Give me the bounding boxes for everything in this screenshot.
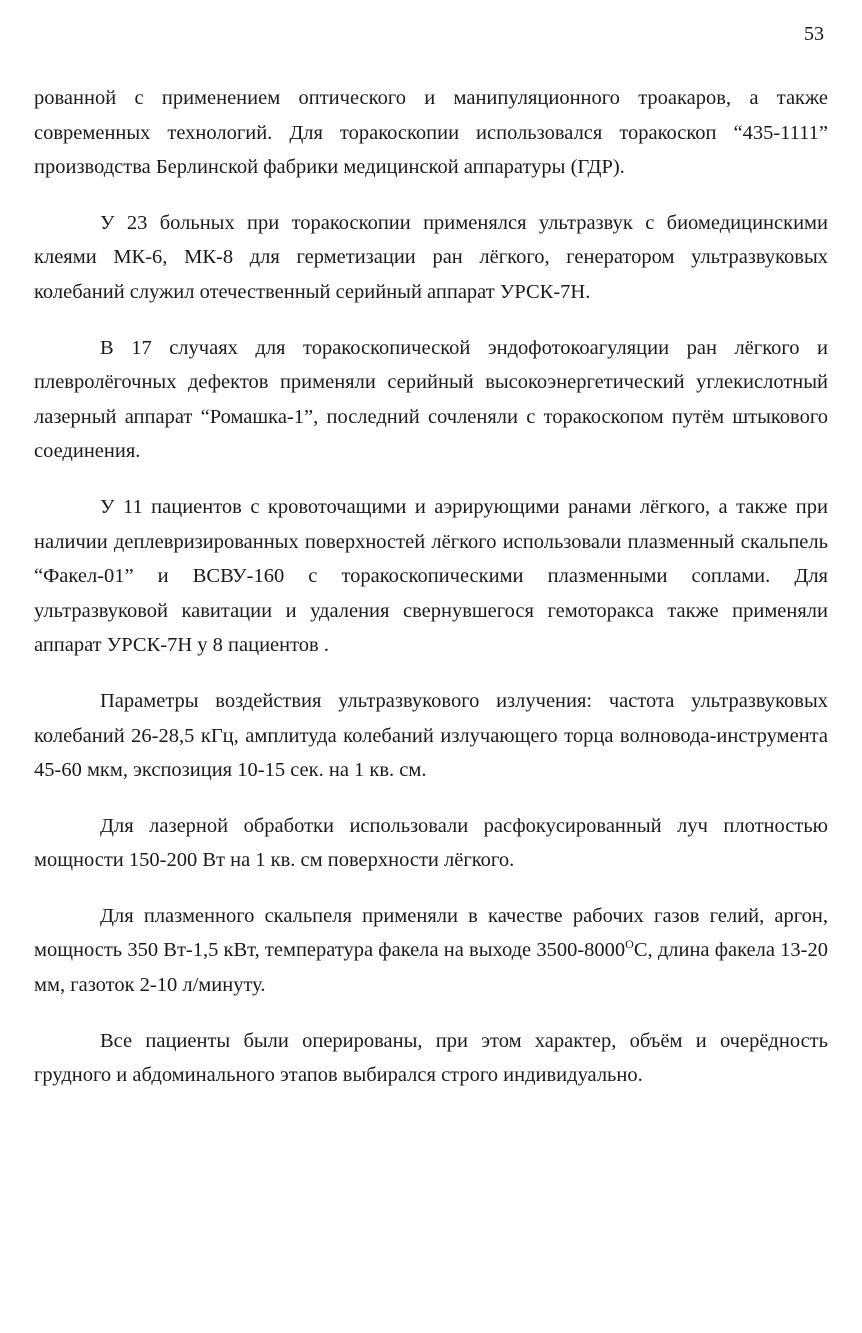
paragraph-8: Все пациенты были оперированы, при этом характер, объём и очерёдность грудного и абдоминального этапов выбирался строго индивидуально. <box>34 1029 828 1087</box>
paragraph-1: рованной с применением оптического и манипуляционного троакаров, а также современных технологий. Для торакоскопии использовался торакоскоп “435-1111” производства Берлинской фабрики медицинской аппаратуры (ГДР). <box>34 87 828 179</box>
paragraph-7-text-before: Для плазменного скальпеля применяли в качестве рабочих газов гелий, аргон, мощность 350 Вт-1,5 кВт, температура факела на выходе 3500-8000 <box>34 904 828 962</box>
paragraph-7 <box>34 899 828 1003</box>
document-body <box>34 81 828 1093</box>
paragraph-4: У 11 пациентов с кровоточащими и аэрирующими ранами лёгкого, а также при наличии деплевризированных поверхностей лёгкого использовали плазменный скальпель “Факел-01” и ВСВУ-160 с торакоскопическими плазменными соплами. Для ультразвуковой кавитации и удаления свернувшегося гемоторакса также применяли аппарат УРСК-7Н у 8 пациентов . <box>34 495 828 657</box>
paragraph-7-text-after: С, длина факела 13-20 мм, газоток 2-10 л/минуту. <box>34 939 828 997</box>
paragraph-6: Для лазерной обработки использовали расфокусированный луч плотностью мощности 150-200 Вт на 1 кв. см поверхности лёгкого. <box>34 814 828 872</box>
degree-superscript: О <box>625 937 634 952</box>
page-number: 53 <box>804 23 824 45</box>
paragraph-5: Параметры воздействия ультразвукового излучения: частота ультразвуковых колебаний 26-28,5 кГц, амплитуда колебаний излучающего торца волновода-инструмента 45-60 мкм, экспозиция 10-15 сек. на 1 кв. см. <box>34 689 828 782</box>
paragraph-2: У 23 больных при торакоскопии применялся ультразвук с биомедицинскими клеями МК-6, МК-8 для герметизации ран лёгкого, генератором ультразвуковых колебаний служил отечественный серийный аппарат УРСК-7Н. <box>34 211 828 303</box>
paragraph-3: В 17 случаях для торакоскопической эндофотокоагуляции ран лёгкого и плевролёгочных дефектов применяли серийный высокоэнергетический углекислотный лазерный аппарат “Ромашка-1”, последний сочленяли с торакоскопом путём штыкового соединения. <box>34 336 828 463</box>
